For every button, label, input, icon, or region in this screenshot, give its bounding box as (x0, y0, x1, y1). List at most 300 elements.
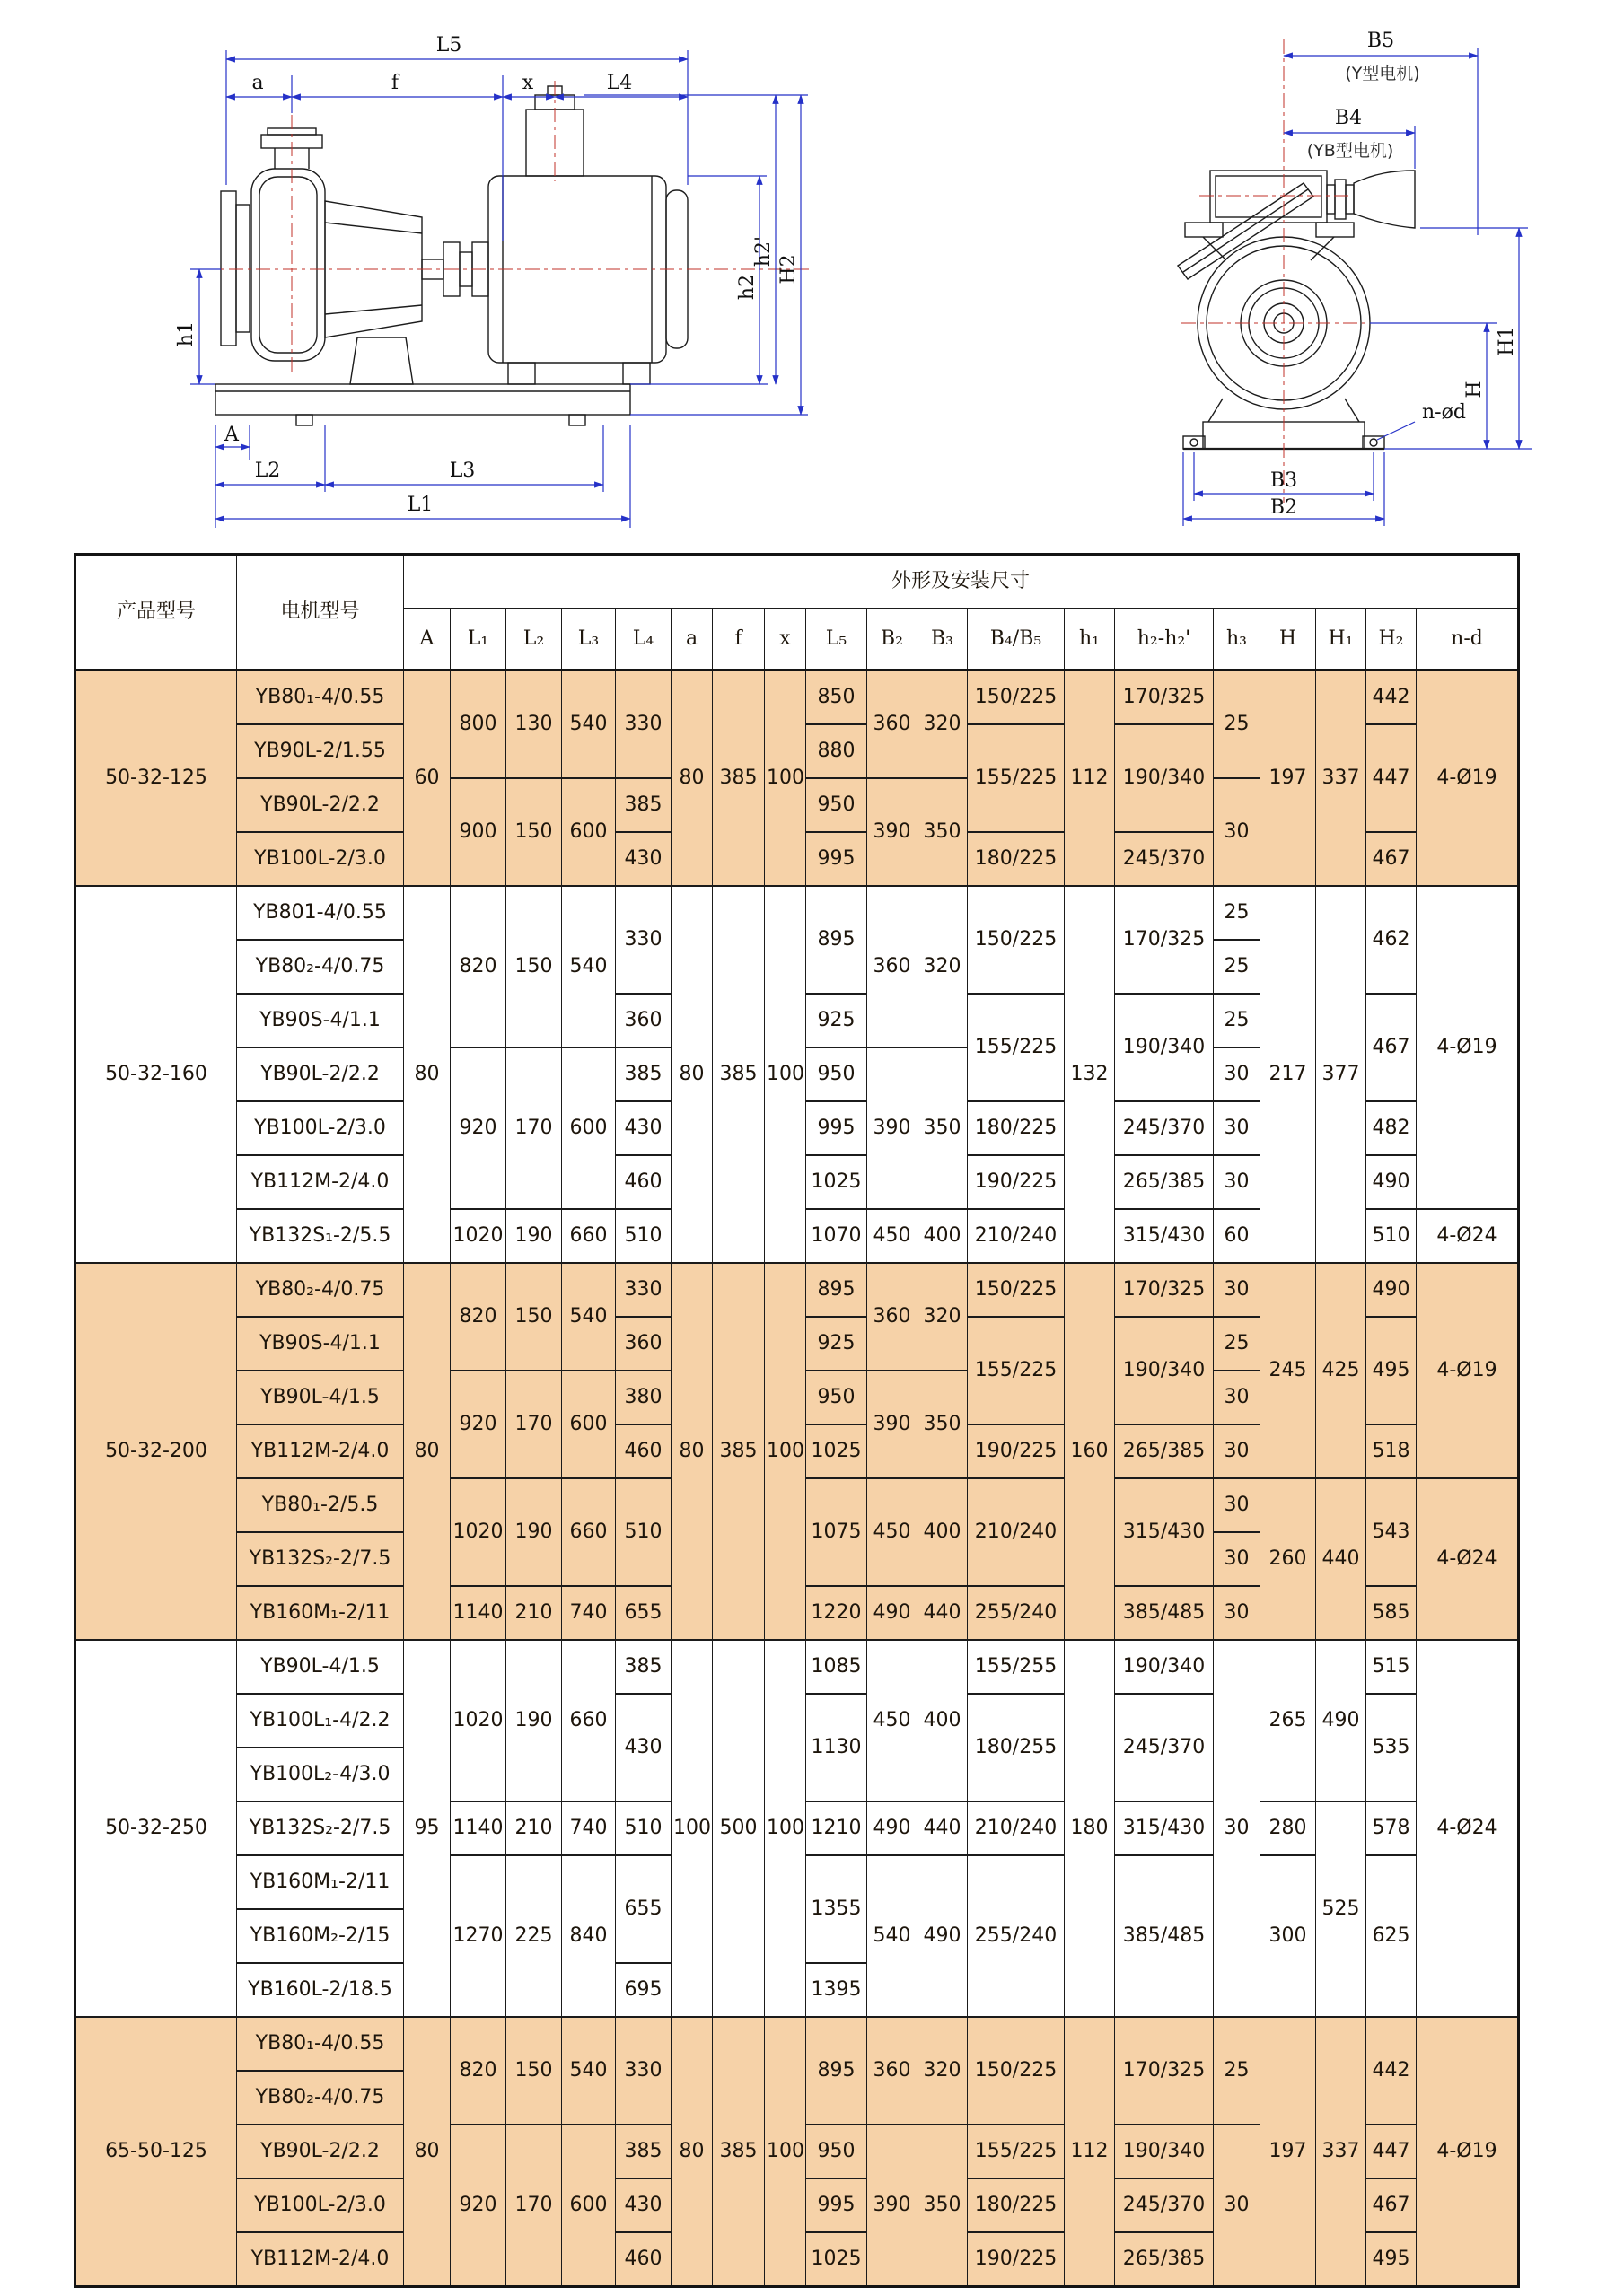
dim-cell-B3: 350 (917, 2125, 968, 2287)
dim-cell-L3: 540 (562, 886, 616, 1047)
dim-cell-f: 500 (713, 1640, 765, 2017)
dim-cell-h3: 30 (1214, 1532, 1260, 1586)
table-body (75, 670, 1519, 2287)
dim-cell-B2: 490 (867, 1801, 917, 1855)
header-dim-13: h₂-h₂' (1115, 609, 1214, 670)
dim-cell-L5: 995 (806, 832, 867, 886)
motor-model-cell: YB90L-4/1.5 (237, 1371, 404, 1424)
dim-cell-L5: 1085 (806, 1640, 867, 1694)
header-dim-8: L₅ (806, 609, 867, 670)
dim-cell-B2: 360 (867, 1263, 917, 1371)
hole-callout: n-ød (1422, 401, 1466, 424)
dim-cell-L4: 385 (616, 1047, 672, 1101)
dim-label-H: H (1463, 381, 1486, 399)
dim-label-L2: L2 (254, 460, 281, 482)
dim-cell-nd: 4-Ø24 (1417, 1209, 1519, 1263)
dim-cell-h2: 190/340 (1115, 994, 1214, 1101)
dim-cell-B45: 210/240 (968, 1478, 1065, 1586)
motor-model-cell: YB90L-4/1.5 (237, 1640, 404, 1694)
dim-cell-nd: 4-Ø19 (1417, 2017, 1519, 2287)
dim-cell-h2: 245/370 (1115, 2178, 1214, 2232)
dim-cell-L5: 1025 (806, 1155, 867, 1209)
dim-cell-B2: 490 (867, 1586, 917, 1640)
dim-cell-L1: 920 (451, 1371, 506, 1478)
dim-cell-B3: 440 (917, 1586, 968, 1640)
dim-cell-H2: 462 (1366, 886, 1417, 994)
dim-cell-H1: 525 (1316, 1801, 1366, 2017)
motor-model-cell: YB112M-2/4.0 (237, 1424, 404, 1478)
table-row (75, 886, 1519, 940)
side-view-dimensions (190, 50, 808, 528)
motor-model-cell: YB160L-2/18.5 (237, 1963, 404, 2017)
dim-cell-L5: 1025 (806, 2232, 867, 2287)
dim-cell-H2: 490 (1366, 1155, 1417, 1209)
front-view-labels (1270, 30, 1518, 519)
dim-cell-L5: 995 (806, 1101, 867, 1155)
dim-cell-B3: 400 (917, 1640, 968, 1801)
dim-cell-H: 300 (1260, 1855, 1316, 2017)
dim-cell-h3: 30 (1214, 1586, 1260, 1640)
motor-model-cell: YB90L-2/2.2 (237, 1047, 404, 1101)
header-dim-11: B₄/B₅ (968, 609, 1065, 670)
dim-cell-B45: 190/225 (968, 1155, 1065, 1209)
dim-cell-L4: 360 (616, 1317, 672, 1371)
dim-cell-h3: 25 (1214, 670, 1260, 779)
dim-label-h2p: h2' (752, 235, 775, 267)
motor-model-cell: YB80₂-4/0.75 (237, 2071, 404, 2125)
dim-cell-B3: 320 (917, 886, 968, 1047)
dim-cell-H2: 518 (1366, 1424, 1417, 1478)
dim-cell-h1: 160 (1065, 1263, 1115, 1640)
motor-model-cell: YB160M₁-2/11 (237, 1855, 404, 1909)
dim-cell-L4: 655 (616, 1855, 672, 1963)
dim-cell-h2: 265/385 (1115, 1155, 1214, 1209)
dim-cell-L3: 840 (562, 1855, 616, 2017)
dim-cell-B3: 350 (917, 1047, 968, 1209)
dim-cell-B45: 150/225 (968, 1263, 1065, 1317)
dim-cell-A: 60 (404, 670, 451, 887)
dim-label-h2: h2 (736, 274, 759, 301)
dim-cell-a: 80 (672, 1263, 713, 1640)
dim-label-H1: H1 (1496, 326, 1518, 356)
motor-model-cell: YB80₁-2/5.5 (237, 1478, 404, 1532)
dim-cell-L1: 1020 (451, 1640, 506, 1801)
dim-cell-L1: 920 (451, 2125, 506, 2287)
table-header (75, 555, 1519, 670)
header-dim-12: h₁ (1065, 609, 1115, 670)
dim-cell-h2: 170/325 (1115, 2017, 1214, 2125)
dim-cell-h2: 170/325 (1115, 670, 1214, 725)
dim-cell-L5: 1220 (806, 1586, 867, 1640)
dim-cell-H2: 495 (1366, 1317, 1417, 1424)
dim-cell-L2: 150 (506, 886, 562, 1047)
dim-cell-L5: 1070 (806, 1209, 867, 1263)
dim-cell-L4: 380 (616, 1371, 672, 1424)
motor-model-cell: YB80₂-4/0.75 (237, 1263, 404, 1317)
dim-cell-H2: 585 (1366, 1586, 1417, 1640)
motor-model-cell: YB112M-2/4.0 (237, 2232, 404, 2287)
dim-cell-L5: 995 (806, 2178, 867, 2232)
motor-model-cell: YB90S-4/1.1 (237, 1317, 404, 1371)
dim-cell-L5: 1130 (806, 1694, 867, 1801)
product-model-cell: 50-32-200 (75, 1263, 237, 1640)
dim-label-A: A (224, 424, 239, 446)
dim-cell-L4: 430 (616, 2178, 672, 2232)
dim-label-B4: B4 (1334, 107, 1363, 129)
dim-label-L5: L5 (435, 34, 462, 57)
dim-cell-L3: 540 (562, 1263, 616, 1371)
dim-cell-h3: 60 (1214, 1209, 1260, 1263)
motor-model-cell: YB90L-2/1.55 (237, 724, 404, 778)
motor-model-cell: YB100L-2/3.0 (237, 1101, 404, 1155)
dim-cell-x: 100 (765, 886, 806, 1263)
dim-cell-L5: 895 (806, 1263, 867, 1317)
dim-cell-h2: 385/485 (1115, 1855, 1214, 2017)
dim-cell-B2: 450 (867, 1640, 917, 1801)
dim-label-B5: B5 (1366, 30, 1395, 52)
dim-cell-A: 80 (404, 2017, 451, 2287)
dim-cell-B2: 390 (867, 778, 917, 886)
dim-label-a: a (251, 72, 264, 94)
dim-label-L1: L1 (407, 494, 434, 516)
header-product-model: 产品型号 (75, 555, 237, 670)
dim-cell-H1: 337 (1316, 2017, 1366, 2287)
dim-cell-L1: 920 (451, 1047, 506, 1209)
dim-cell-L1: 1020 (451, 1209, 506, 1263)
dim-cell-h3: 25 (1214, 1317, 1260, 1371)
header-dim-18: n-d (1417, 609, 1519, 670)
dim-cell-B2: 450 (867, 1209, 917, 1263)
dim-cell-L2: 150 (506, 2017, 562, 2125)
dim-cell-L2: 190 (506, 1478, 562, 1586)
dim-cell-L4: 430 (616, 1694, 672, 1801)
dim-cell-h3: 25 (1214, 886, 1260, 940)
dim-cell-h2: 245/370 (1115, 1101, 1214, 1155)
dim-cell-H2: 467 (1366, 2178, 1417, 2232)
dimensions-table (74, 553, 1520, 2288)
dim-cell-B45: 210/240 (968, 1801, 1065, 1855)
dim-cell-L4: 510 (616, 1801, 672, 1855)
dim-cell-f: 385 (713, 1263, 765, 1640)
dim-cell-L1: 1140 (451, 1801, 506, 1855)
dim-cell-f: 385 (713, 2017, 765, 2287)
dim-cell-H: 260 (1260, 1478, 1316, 1640)
dim-cell-B45: 150/225 (968, 2017, 1065, 2125)
dim-cell-h3: 30 (1214, 1371, 1260, 1424)
dim-cell-L2: 170 (506, 1371, 562, 1478)
dim-cell-h1: 180 (1065, 1640, 1115, 2017)
motor-model-cell: YB132S₂-2/7.5 (237, 1801, 404, 1855)
dim-cell-L5: 895 (806, 886, 867, 994)
dim-cell-h2: 245/370 (1115, 832, 1214, 886)
dim-cell-x: 100 (765, 2017, 806, 2287)
dim-cell-L5: 950 (806, 778, 867, 832)
dim-cell-h3: 30 (1214, 1478, 1260, 1532)
note-y-motor: (Y型电机) (1345, 64, 1420, 83)
dim-cell-h3: 30 (1214, 1047, 1260, 1101)
dim-cell-h1: 112 (1065, 2017, 1115, 2287)
product-model-cell: 50-32-160 (75, 886, 237, 1263)
dim-cell-h2: 265/385 (1115, 1424, 1214, 1478)
dim-cell-L3: 660 (562, 1640, 616, 1801)
header-dim-16: H₁ (1316, 609, 1366, 670)
dim-cell-L2: 150 (506, 1263, 562, 1371)
dim-cell-L4: 330 (616, 886, 672, 994)
dim-cell-B3: 320 (917, 1263, 968, 1371)
dim-cell-L5: 925 (806, 994, 867, 1047)
dim-cell-h3: 30 (1214, 1640, 1260, 2017)
dim-cell-L4: 430 (616, 1101, 672, 1155)
dim-cell-B3: 400 (917, 1209, 968, 1263)
dim-cell-B45: 255/240 (968, 1855, 1065, 2017)
dim-cell-B2: 390 (867, 2125, 917, 2287)
dim-cell-B45: 180/225 (968, 1101, 1065, 1155)
dim-cell-H1: 490 (1316, 1640, 1366, 1801)
dim-cell-h2: 190/340 (1115, 1317, 1214, 1424)
dim-cell-L4: 655 (616, 1586, 672, 1640)
dim-cell-x: 100 (765, 670, 806, 887)
dim-cell-B45: 155/225 (968, 1317, 1065, 1424)
dim-cell-h2: 385/485 (1115, 1586, 1214, 1640)
dim-cell-L1: 1020 (451, 1478, 506, 1586)
dim-cell-H2: 515 (1366, 1640, 1417, 1694)
dim-cell-L2: 190 (506, 1209, 562, 1263)
dim-cell-L5: 1395 (806, 1963, 867, 2017)
dim-cell-L4: 460 (616, 2232, 672, 2287)
dim-cell-h2: 190/340 (1115, 2125, 1214, 2178)
dim-cell-nd: 4-Ø24 (1417, 1478, 1519, 1640)
dim-label-x: x (522, 72, 534, 94)
dim-cell-L3: 600 (562, 778, 616, 886)
dim-cell-L4: 695 (616, 1963, 672, 2017)
header-dim-5: a (672, 609, 713, 670)
header-dim-7: x (765, 609, 806, 670)
dim-cell-x: 100 (765, 1263, 806, 1640)
dim-cell-L4: 385 (616, 2125, 672, 2178)
motor-model-cell: YB160M₁-2/11 (237, 1586, 404, 1640)
dim-cell-H2: 625 (1366, 1855, 1417, 2017)
motor-model-cell: YB90L-2/2.2 (237, 778, 404, 832)
dim-cell-B2: 450 (867, 1478, 917, 1586)
dim-cell-h3: 30 (1214, 1424, 1260, 1478)
dim-cell-h3: 25 (1214, 940, 1260, 994)
dim-cell-h1: 112 (1065, 670, 1115, 887)
dim-cell-L2: 225 (506, 1855, 562, 2017)
dim-cell-H: 197 (1260, 2017, 1316, 2287)
dim-cell-L5: 950 (806, 1371, 867, 1424)
motor-model-cell: YB132S₂-2/7.5 (237, 1532, 404, 1586)
header-dimensions-group: 外形及安装尺寸 (404, 555, 1519, 609)
header-dim-14: h₃ (1214, 609, 1260, 670)
dim-cell-L4: 385 (616, 778, 672, 832)
dim-cell-L1: 1140 (451, 1586, 506, 1640)
dim-cell-L3: 740 (562, 1801, 616, 1855)
header-motor-model: 电机型号 (237, 555, 404, 670)
dim-cell-a: 80 (672, 670, 713, 887)
dim-cell-L5: 850 (806, 670, 867, 725)
dim-cell-B45: 180/255 (968, 1694, 1065, 1801)
dim-cell-L5: 880 (806, 724, 867, 778)
dim-cell-B3: 320 (917, 670, 968, 779)
dim-cell-x: 100 (765, 1640, 806, 2017)
dim-cell-B2: 360 (867, 886, 917, 1047)
header-dim-3: L₃ (562, 609, 616, 670)
header-dim-9: B₂ (867, 609, 917, 670)
dim-cell-L3: 600 (562, 1371, 616, 1478)
dim-cell-L1: 820 (451, 2017, 506, 2125)
dim-cell-h3: 30 (1214, 1155, 1260, 1209)
dim-cell-B45: 180/225 (968, 2178, 1065, 2232)
dim-cell-H2: 535 (1366, 1694, 1417, 1801)
dim-cell-L5: 925 (806, 1317, 867, 1371)
dim-cell-L5: 950 (806, 1047, 867, 1101)
dim-cell-L2: 150 (506, 778, 562, 886)
motor-model-cell: YB112M-2/4.0 (237, 1155, 404, 1209)
dim-cell-L1: 820 (451, 1263, 506, 1371)
dim-cell-H: 217 (1260, 886, 1316, 1263)
dim-cell-H1: 425 (1316, 1263, 1366, 1478)
dim-cell-B2: 360 (867, 2017, 917, 2125)
dim-label-L4: L4 (606, 72, 633, 94)
dim-cell-nd: 4-Ø19 (1417, 1263, 1519, 1478)
dim-cell-L5: 950 (806, 2125, 867, 2178)
header-dim-17: H₂ (1366, 609, 1417, 670)
dim-cell-L5: 1075 (806, 1478, 867, 1586)
motor-model-cell: YB132S₁-2/5.5 (237, 1209, 404, 1263)
dim-cell-B2: 540 (867, 1855, 917, 2017)
dim-cell-L5: 1025 (806, 1424, 867, 1478)
dim-label-B3: B3 (1269, 469, 1298, 492)
motor-model-cell: YB100L₁-4/2.2 (237, 1694, 404, 1748)
dim-cell-B45: 210/240 (968, 1209, 1065, 1263)
dim-cell-B2: 390 (867, 1371, 917, 1478)
motor-model-cell: YB80₁-4/0.55 (237, 670, 404, 725)
product-model-cell: 50-32-125 (75, 670, 237, 887)
dim-cell-H2: 467 (1366, 832, 1417, 886)
dim-cell-H: 245 (1260, 1263, 1316, 1478)
header-dim-15: H (1260, 609, 1316, 670)
product-model-cell: 65-50-125 (75, 2017, 237, 2287)
dim-cell-a: 100 (672, 1640, 713, 2017)
motor-model-cell: YB90L-2/2.2 (237, 2125, 404, 2178)
dim-cell-f: 385 (713, 886, 765, 1263)
dim-cell-h2: 170/325 (1115, 886, 1214, 994)
dim-cell-B45: 190/225 (968, 1424, 1065, 1478)
motor-model-cell: YB80₂-4/0.75 (237, 940, 404, 994)
table-row (75, 1640, 1519, 1694)
motor-model-cell: YB90S-4/1.1 (237, 994, 404, 1047)
dim-cell-L3: 660 (562, 1209, 616, 1263)
dim-cell-L4: 330 (616, 670, 672, 779)
dim-cell-h1: 132 (1065, 886, 1115, 1263)
dim-cell-L4: 510 (616, 1478, 672, 1586)
note-yb-motor: (YB型电机) (1306, 141, 1394, 161)
dim-cell-h2: 315/430 (1115, 1478, 1214, 1586)
table-row (75, 670, 1519, 725)
dim-cell-H: 265 (1260, 1640, 1316, 1801)
dim-cell-H2: 442 (1366, 2017, 1417, 2125)
dim-cell-L3: 600 (562, 1047, 616, 1209)
dim-cell-h2: 315/430 (1115, 1209, 1214, 1263)
header-dim-10: B₃ (917, 609, 968, 670)
pump-dimension-drawings (0, 0, 1624, 544)
header-dim-4: L₄ (616, 609, 672, 670)
dim-cell-h2: 190/340 (1115, 1640, 1214, 1694)
dim-cell-a: 80 (672, 886, 713, 1263)
dim-cell-L3: 540 (562, 2017, 616, 2125)
side-view-labels (175, 34, 800, 516)
product-model-cell: 50-32-250 (75, 1640, 237, 2017)
dim-cell-L4: 385 (616, 1640, 672, 1694)
dim-cell-H2: 482 (1366, 1101, 1417, 1155)
header-dim-2: L₂ (506, 609, 562, 670)
dim-cell-h3: 25 (1214, 994, 1260, 1047)
dim-cell-h3: 30 (1214, 2125, 1260, 2287)
dim-cell-B3: 350 (917, 1371, 968, 1478)
dim-cell-h2: 265/385 (1115, 2232, 1214, 2287)
dim-cell-B2: 390 (867, 1047, 917, 1209)
dim-label-h1: h1 (175, 320, 198, 347)
dim-cell-L3: 600 (562, 2125, 616, 2287)
dim-cell-H2: 490 (1366, 1263, 1417, 1317)
dim-cell-H2: 467 (1366, 994, 1417, 1101)
dim-cell-L4: 360 (616, 994, 672, 1047)
dim-cell-L1: 820 (451, 886, 506, 1047)
motor-model-cell: YB100L₂-4/3.0 (237, 1748, 404, 1801)
dim-cell-h2: 170/325 (1115, 1263, 1214, 1317)
motor-model-cell: YB100L-2/3.0 (237, 832, 404, 886)
dim-cell-h3: 30 (1214, 1101, 1260, 1155)
dim-cell-H1: 440 (1316, 1478, 1366, 1640)
dim-cell-H2: 447 (1366, 2125, 1417, 2178)
dim-cell-h3: 30 (1214, 778, 1260, 886)
dim-cell-H2: 447 (1366, 724, 1417, 832)
dim-cell-B45: 180/225 (968, 832, 1065, 886)
dim-cell-L2: 210 (506, 1586, 562, 1640)
dim-cell-H2: 442 (1366, 670, 1417, 725)
header-dim-0: A (404, 609, 451, 670)
dim-cell-L2: 170 (506, 1047, 562, 1209)
dim-cell-L2: 130 (506, 670, 562, 779)
header-dim-6: f (713, 609, 765, 670)
dim-cell-L3: 740 (562, 1586, 616, 1640)
dim-label-f: f (391, 72, 399, 94)
dim-cell-L1: 800 (451, 670, 506, 779)
table-row (75, 2017, 1519, 2071)
dim-cell-a: 80 (672, 2017, 713, 2287)
dim-cell-L5: 1355 (806, 1855, 867, 1963)
motor-model-cell: YB801-4/0.55 (237, 886, 404, 940)
dim-cell-B45: 155/225 (968, 994, 1065, 1101)
dim-cell-h3: 30 (1214, 1263, 1260, 1317)
dim-cell-L4: 460 (616, 1155, 672, 1209)
dim-cell-B45: 150/225 (968, 670, 1065, 725)
dim-cell-H: 280 (1260, 1801, 1316, 1855)
dim-cell-L2: 170 (506, 2125, 562, 2287)
dim-cell-B45: 190/225 (968, 2232, 1065, 2287)
dim-cell-L5: 1210 (806, 1801, 867, 1855)
dim-cell-L4: 510 (616, 1209, 672, 1263)
motor-model-cell: YB100L-2/3.0 (237, 2178, 404, 2232)
table-row (75, 1263, 1519, 1317)
dim-cell-L3: 660 (562, 1478, 616, 1586)
dim-cell-L4: 430 (616, 832, 672, 886)
dim-cell-nd: 4-Ø19 (1417, 886, 1519, 1209)
side-view-drawing (215, 86, 688, 425)
dim-cell-L5: 895 (806, 2017, 867, 2125)
dim-cell-B45: 150/225 (968, 886, 1065, 994)
dim-cell-H2: 495 (1366, 2232, 1417, 2287)
